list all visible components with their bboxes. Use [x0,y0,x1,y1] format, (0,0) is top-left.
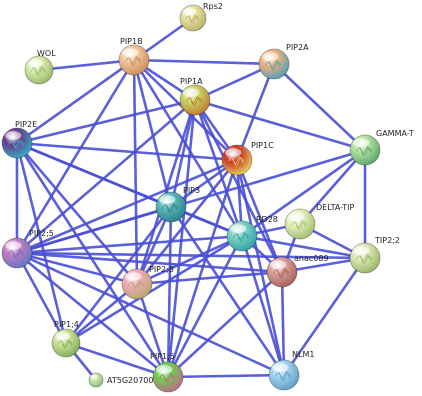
node-label: PIP2;8 [149,265,174,274]
node-highlight [262,52,279,60]
node-label: WOL [37,49,56,58]
node-highlight [159,195,176,203]
node-highlight [288,212,305,220]
edge-pip1-5-nlm1 [168,375,284,377]
node-gamma-t[interactable] [350,129,414,165]
node-rps2[interactable] [180,2,223,31]
node-label: PIP1;4 [54,320,79,329]
node-highlight [230,224,247,232]
edge-rd28-pip1-4 [66,236,242,343]
node-label: GAMMA-T [376,129,414,138]
node-highlight [225,148,242,156]
node-label: PIP2;5 [29,229,54,238]
node-label: PIP3 [183,186,201,195]
node-pip1a[interactable] [180,77,210,115]
node-label: Rps2 [203,2,223,11]
node-highlight [353,138,370,146]
node-label: PIP1B [120,37,143,46]
node-label: AT5G20700 [107,376,154,385]
node-wol[interactable] [25,49,56,84]
node-label: DELTA-TIP [316,203,355,212]
edge-pip1b-pip2a [134,60,274,64]
node-highlight [5,131,22,139]
node-highlight [353,246,370,254]
node-label: NLM1 [292,350,315,359]
node-nlm1[interactable] [269,350,314,390]
node-label: PIP1A [180,77,203,86]
node-highlight [122,48,139,56]
node-highlight [90,375,98,379]
node-pip1c[interactable] [222,141,274,175]
node-label: PIP1;5 [150,352,175,361]
node-highlight [272,363,289,371]
node-label: TIP2;2 [375,236,400,245]
node-pip1-4[interactable] [52,320,80,357]
node-highlight [125,272,142,280]
node-at5g20700[interactable] [89,373,153,387]
node-highlight [28,59,43,67]
node-label: RD28 [256,215,278,224]
node-pip2a[interactable] [259,43,309,79]
node-highlight [55,332,70,340]
node-highlight [183,88,200,96]
node-pip1b[interactable] [119,37,149,75]
node-highlight [5,241,22,249]
node-label: PIP1C [251,141,274,150]
node-label: PIP2E [15,120,38,129]
node-tip2-2[interactable] [350,236,400,273]
edge-anac089-nlm1 [282,272,284,375]
node-highlight [270,260,287,268]
node-highlight [156,365,173,373]
node-highlight [183,8,197,15]
node-label: anac089 [294,254,329,263]
node-label: PIP2A [286,43,309,52]
